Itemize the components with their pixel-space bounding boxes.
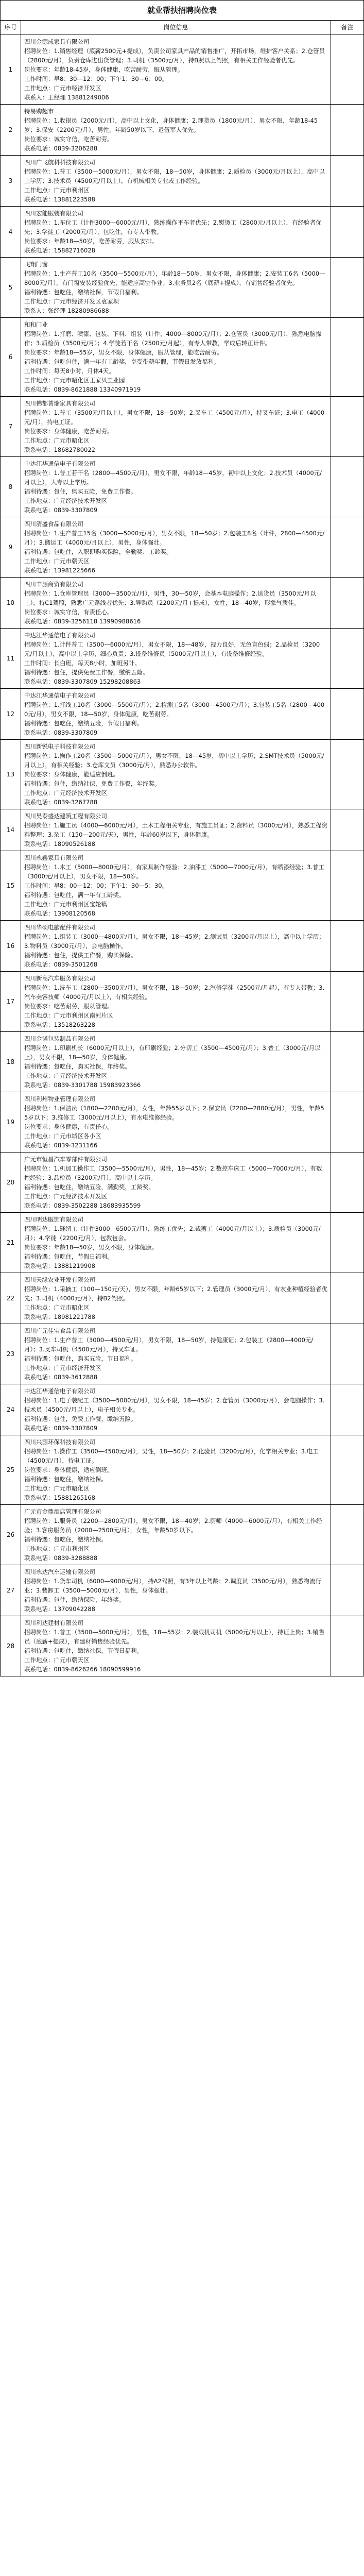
row-info [21,1324,331,1384]
job-details: 招聘岗位：1.普工（3500—5000元/月），男女不限，18—50岁，身体健康；2.质检员（3000元/月以上），高中以上学历；3.技术员（4500元/月以上），有机械相关专业或工作经验。 工作地点：广元市利州区 联系电话：13881223588 [24,168,325,203]
company-name: 四川广元佳宝食品有限公司 [24,1327,95,1334]
job-details: 招聘岗位：1.保洁员（1800—2200元/月），女性，年龄55岁以下；2.保安员（2200—2800元/月），男性，年龄55岁以下；3.维修工（3000元/月以上），有水电维修经验。 岗位要求：身体健康，有责任心。 工作地点：广元市城区各小区 联系电话：0839-3231166 [24,1105,324,1149]
row-info [21,1384,331,1435]
table-row [1,972,364,1032]
job-details: 招聘岗位：1.仓库管理员（3000—3500元/月），男性，30—50岁，会基本电脑操作；2.送货员（3500元/月以上），持C1驾照，熟悉广元路线者优先；3.导购员（2200元/月+提成），女性，18—40岁，形象气质佳。 岗位要求：诚实守信，有责任心。 联系电话：0839-3256118 13990988616 [24,590,316,625]
table-row [1,578,364,629]
row-seq: 23 [1,1324,21,1384]
row-note [331,1213,364,1273]
company-name: 四川利达建材有限公司 [24,1619,83,1626]
row-info [21,517,331,578]
company-name: 中达江华通信电子有限公司 [24,632,95,639]
job-details: 招聘岗位：1.服务员（2200—2800元/月），男女不限，18—40岁；2.厨师（4000—6000元/月），有相关工作经验；3.客房服务员（2000—2500元/月），女性，年龄50岁以下。 福利待遇：包吃住，缴纳社保。 工作地点：广元市利州区 联系电话：0839-3288888 [24,1517,322,1562]
table-row [1,1505,364,1565]
company-name: 四川天缘农业开发有限公司 [24,1276,95,1283]
table-row [1,105,364,156]
job-details: 招聘岗位：1.收银员（2000元/月），高中以上文化，身体健康；2.理货员（1800元/月），男女不限，年龄18-45岁；3.保安（2200元/月），男性，年龄50岁以下，退伍军人优先。 岗位要求：诚实守信，吃苦耐劳。 联系电话：0839-3206288 [24,117,318,152]
row-seq: 18 [1,1032,21,1092]
job-table [0,20,364,1676]
row-seq: 8 [1,457,21,517]
header-seq: 序号 [1,21,21,35]
table-row [1,740,364,809]
job-details: 招聘岗位：1.缝纫工（计件3000—6500元/月），熟练工优先；2.裁剪工（4000元/月以上）；3.质检员（3000元/月）；4.学徒（2200元/月），包教包会。 岗位要求：年龄18—50岁，男女不限，身体健康。 福利待遇：包吃住，节假日福利。 联系电话：13881219908 [24,1225,321,1269]
row-seq: 15 [1,851,21,921]
row-seq: 16 [1,921,21,972]
table-row [1,156,364,207]
row-note [331,578,364,629]
row-note [331,457,364,517]
row-note [331,1435,364,1505]
row-note [331,517,364,578]
table-row [1,809,364,851]
company-name: 四川佛都普瑞家具有限公司 [24,400,95,407]
row-seq: 20 [1,1153,21,1213]
table-row [1,1213,364,1273]
company-name: 四川兴源环保科技有限公司 [24,1438,95,1446]
job-details: 招聘岗位：1.木工（5000—8000元/月），有家具制作经验；2.油漆工（5000—7000元/月），有喷漆经验；3.普工（3000元/月以上），男女不限，18—50岁。 工作时间：早8：00—12：00；下午1：30—5：30。 福利待遇：包吃住，满一年有工龄奖。 工作地点：广元市利州区宝轮镇 联系电话：13908120568 [24,863,325,917]
table-row [1,1092,364,1153]
row-note [331,1505,364,1565]
row-note [331,921,364,972]
row-note [331,1565,364,1616]
job-details: 招聘岗位：1.采摘工（100—150元/天），男女不限，年龄65岁以下；2.管理员（3000元/月），有农业种植经验者优先；3.司机（4000元/月），持B2驾照。 工作地点：广元市昭化区 联系电话：18981221788 [24,1285,327,1320]
job-details: 招聘岗位：1.组装工（3000—4800元/月），男女不限，18—45岁；2.测试员（3200元/月以上），高中以上学历；3.物料员（3000元/月），会电脑操作。 福利待遇：包住，提供工作餐，购买保险。 联系电话：0839-3501268 [24,933,325,968]
row-note [331,105,364,156]
company-name: 四川清盛食品有限公司 [24,520,83,528]
table-row [1,258,364,318]
row-info [21,156,331,207]
row-seq: 9 [1,517,21,578]
row-seq: 14 [1,809,21,851]
row-info [21,629,331,689]
row-seq: 19 [1,1092,21,1153]
table-row [1,851,364,921]
job-details: 招聘岗位：1.车位工（计件3000—6000元/月），熟练操作平车者优先；2.熨烫工（2800元/月以上），有经验者优先；3.学徒工（2000元/月），包吃住，有专人带教。 岗位要求：年龄18—50岁，吃苦耐劳，服从安排。 联系电话：15882716028 [24,219,322,254]
company-name: 中达江华通信电子有限公司 [24,1387,95,1395]
row-info [21,1213,331,1273]
job-details: 招聘岗位：1.打磨、喷漆、包装、下料、组装（计件，4000—8000元/月）；2.仓管员（3000元/月），熟悉电脑操作；3.质检员（3500元/月）；4.学徒若干名（2500元/月起），有专人带教，学成后转正计件。 岗位要求：年龄18—55岁，男女不限，身体健康，服从管理，能吃苦耐劳。 福利待遇：包吃包住，满一年有工龄奖，享受带薪年假，节假日发放福利。 工作时间：每天8小时，月休4天。 工作地点：广元市昭化区王家贝工业园 联系电话：0839-8621888 13340971919 [24,330,322,393]
job-details: 招聘岗位：1.普工若干名（2800—4500元/月），男女不限，年龄18—45岁，初中以上文化；2.技术员（4000元/月以上），大专以上学历。 福利待遇：包住，购买五险，免费工作餐。 工作地点：广元经济技术开发区 联系电话：0839-3307809 [24,469,322,514]
company-name: 四川新锐电子科技有限公司 [24,743,95,750]
table-row [1,1273,364,1324]
row-note [331,1092,364,1153]
row-info [21,851,331,921]
row-note [331,35,364,105]
table-body [1,35,364,1676]
company-name: 四川广飞航科科技有限公司 [24,159,95,166]
company-name: 四川利州物业管理有限公司 [24,1095,95,1103]
row-info [21,809,331,851]
table-row [1,207,364,258]
row-note [331,258,364,318]
table-row [1,1384,364,1435]
company-name: 和和门业 [24,321,48,328]
table-row [1,318,364,397]
row-note [331,851,364,921]
row-note [331,1032,364,1092]
job-details: 招聘岗位：1.机加工操作工（3500—5500元/月），男性，18—45岁；2.数控车床工（5000—7000元/月），有数控经验；3.品检员（3200元/月），高中以上学历。 福利待遇：包吃住，缴纳五险，满勤奖，工龄奖。 工作地点：广元经济技术开发区 联系电话：0839-3502288 18683935599 [24,1165,322,1209]
company-name: 四川华硕电脑配件有限公司 [24,924,95,931]
row-note [331,156,364,207]
row-info [21,105,331,156]
company-name: 中达江华通信电子有限公司 [24,692,95,699]
table-header-row [1,21,364,35]
table-row [1,1435,364,1505]
table-row [1,689,364,740]
row-info [21,578,331,629]
job-details: 招聘岗位：1.电子装配工（3500—5000元/月），男女不限，18—45岁；2.仓管员（3000元/月），会电脑操作；3.技术员（4500元/月以上），电子相关专业。 福利待遇：包住，免费工作餐，缴纳五险。 联系电话：0839-3307809 [24,1397,325,1432]
row-seq: 6 [1,318,21,397]
row-seq: 10 [1,578,21,629]
company-name: 中达江华通信电子有限公司 [24,460,95,467]
company-name: 四川永达汽车运输有限公司 [24,1568,95,1575]
company-name: 飞翔门窗 [24,261,48,268]
row-note [331,629,364,689]
job-details: 招聘岗位：1.洗车工（2800—3500元/月），男女不限，18—50岁；2.汽修学徒（2500元/月起），有专人带教；3.汽车美容技师（4000元/月以上），有相关经验。 岗位要求：吃苦耐劳，服从管理。 工作地点：广元市利州区南河片区 联系电话：13518263228 [24,984,325,1028]
table-row [1,1616,364,1676]
row-seq: 24 [1,1384,21,1435]
company-name: 四川永鑫家具有限公司 [24,854,83,861]
row-info [21,1092,331,1153]
row-seq: 7 [1,397,21,457]
row-info [21,1435,331,1505]
job-details: 招聘岗位：1.销售经理（底薪2500元+提成），负责公司家具产品的销售推广，开拓市场，维护客户关系；2.仓管员（2800元/月），负责仓库进出货管理；3.司机（3500元/月），持B照以上驾照，有相关工作经验者优先。 岗位要求：年龄18-45岁，身体健康，吃苦耐劳，服从管理。 工作时间：早8：30—12：00；下午1：30—6：00。 工作地点：广元市经济开发区 联系人：王经理 13881249006 [24,47,325,101]
row-seq: 3 [1,156,21,207]
row-info [21,457,331,517]
job-details: 招聘岗位：1.生产普工（3000—4500元/月），男女不限，18—50岁，持健康证；2.包装工（2800—4000元/月）；3.叉车司机（4500元/月），持叉车证。 福利待遇：包吃住，购买五险，节日福利。 工作地点：广元市经济开发区 联系电话：0839-3612888 [24,1336,314,1381]
row-seq: 13 [1,740,21,809]
row-info [21,1505,331,1565]
row-info [21,740,331,809]
job-details: 招聘岗位：1.施工员（4000—6000元/月），土木工程相关专业，有施工员证；2.资料员（3000元/月），熟悉工程资料整理；3.杂工（150—200元/天），男性，年龄60岁以下，身体健康。 联系电话：18090526188 [24,822,327,848]
row-seq: 2 [1,105,21,156]
row-note [331,972,364,1032]
row-info [21,397,331,457]
company-name: 四川昊泰盛达建筑工程有限公司 [24,812,107,820]
table-row [1,457,364,517]
row-seq: 26 [1,1505,21,1565]
header-note: 备注 [331,21,364,35]
company-name: 广元市恒昌汽车零部件有限公司 [24,1156,107,1163]
company-name: 四川金源成家具有限公司 [24,38,90,45]
table-row [1,629,364,689]
document-title: 就业帮扶招聘岗位表 [0,1,364,20]
table-row [1,1032,364,1092]
row-note [331,1384,364,1435]
table-row [1,517,364,578]
row-note [331,1153,364,1213]
row-info [21,1616,331,1676]
job-details: 招聘岗位：1.货车司机（6000—9000元/月），持A2驾照，有3年以上驾龄；2.调度员（3500元/月），熟悉物流行业；3.装卸工（3500—5000元/月），男性，身体强壮。 福利待遇：包住，缴纳保险，年终奖。 联系电话：13709042288 [24,1578,321,1613]
company-name: 广元市金鼎酒店管理有限公司 [24,1508,101,1515]
job-details: 招聘岗位：1.普工（3500元/月以上），男女不限，18—50岁；2.叉车工（4500元/月），持叉车证；3.电工（4000元/月），持电工证。 岗位要求：身体健康，吃苦耐劳。 工作地点：广元市昭化区 联系电话：18682780022 [24,409,325,453]
row-info [21,258,331,318]
company-name: 四川金诺包装制品有限公司 [24,1035,95,1042]
company-name: 四川新高汽车服务有限公司 [24,975,95,982]
row-info [21,921,331,972]
row-note [331,740,364,809]
row-info [21,689,331,740]
table-row [1,1153,364,1213]
row-seq: 28 [1,1616,21,1676]
table-row [1,35,364,105]
row-seq: 5 [1,258,21,318]
company-name: 四川丰源商贸有限公司 [24,581,83,588]
row-seq: 27 [1,1565,21,1616]
job-details: 招聘岗位：1.普工（3500—5000元/月），男性，18—55岁；2.装载机司机（5000元/月以上），持证上岗；3.销售员（底薪+提成），有建材销售经验优先。 福利待遇：包吃住，缴纳社保，节假日福利。 工作地点：广元市朝天区 联系电话：0839-8626266 18090599916 [24,1629,325,1673]
row-note [331,1273,364,1324]
company-name: 四川宏能服装有限公司 [24,210,83,217]
header-info: 岗位信息 [21,21,331,35]
job-details: 招聘岗位：1.生产普工15名（3000—5000元/月），男女不限，18—50岁；2.包装工8名（计件，2800—4500元/月）；3.搬运工（4000元/月以上），男性，身体强壮。 福利待遇：包吃住，入职即购买保险，全勤奖、工龄奖。 工作地点：广元市朝天区 联系电话：13981225666 [24,530,325,574]
job-details: 招聘岗位：1.生产普工10名（3500—5500元/月），年龄18—50岁，男女不限，身体健康；2.安装工6名（5000—8000元/月），有门窗安装经验优先，能适应高空作业；3.业务员2名（底薪+提成），有销售经验者优先。 福利待遇：包吃住，缴纳社保，节假日福利。 工作地点：广元市经济开发区袁家坝 联系人：张经理 18280986688 [24,270,325,314]
row-info [21,1273,331,1324]
row-seq: 4 [1,207,21,258]
job-details: 招聘岗位：1.操作工（3500—4500元/月），男性，18—50岁；2.化验员（3200元/月），化学相关专业；3.电工（4500元/月），持电工证。 岗位要求：身体健康，适应倒班。 福利待遇：包吃住，缴纳社保。 工作地点：广元市昭化区 联系电话：15881265168 [24,1448,319,1501]
row-seq: 22 [1,1273,21,1324]
row-seq: 11 [1,629,21,689]
row-note [331,1324,364,1384]
table-row [1,1565,364,1616]
table-row [1,921,364,972]
job-details: 招聘岗位：1.打线工10名（3000—5500元/月）；2.检测工5名（3000—4500元/月）；3.包装工5名（2800—4000元/月），男女不限，18—50岁，身体健康，吃苦耐劳。 福利待遇：包吃住，缴纳五险，节假日福利。 联系电话：0839-3307809 [24,701,325,736]
row-note [331,689,364,740]
row-info [21,972,331,1032]
row-note [331,397,364,457]
table-row [1,397,364,457]
company-name: 特易购超市 [24,108,54,115]
row-seq: 12 [1,689,21,740]
row-info [21,207,331,258]
row-info [21,1565,331,1616]
job-details: 招聘岗位：1.印刷机长（6000元/月以上），有印刷经验；2.分切工（3500—4500元/月）；3.普工（3000元/月以上），男女不限，18—50岁，身体健康。 福利待遇：包吃住，购买社保，年终奖。 工作地点：广元经济技术开发区 联系电话：0839-3301788 15983923366 [24,1044,321,1089]
row-note [331,809,364,851]
job-details: 招聘岗位：1.计件普工（3500—6000元/月），男女不限，18—48岁，视力良好，无色盲色弱；2.品检员（3200元/月以上），高中以上学历，细心负责；3.设备维修员（5000元/月以上），有设备维修经验。 工作时间：长白班，每天8小时，加班另计。 福利待遇：包住，提供免费工作餐，缴纳五险。 联系电话：0839-3307809 15298208863 [24,641,320,685]
row-info [21,1032,331,1092]
row-seq: 1 [1,35,21,105]
row-note [331,207,364,258]
row-info [21,318,331,397]
row-seq: 21 [1,1213,21,1273]
row-note [331,1616,364,1676]
row-seq: 25 [1,1435,21,1505]
row-note [331,318,364,397]
row-seq: 17 [1,972,21,1032]
company-name: 四川明达服饰有限公司 [24,1216,83,1223]
job-details: 招聘岗位：1.操作工20名（3500—5000元/月），男女不限，18—45岁，初中以上学历；2.SMT技术员（5000元/月以上），有相关经验；3.仓库文员（3000元/月），熟悉办公软件。 岗位要求：身体健康，能适应倒班。 福利待遇：包住，缴纳社保，免费工作餐，年终奖。 工作地点：广元经济技术开发区 联系电话：0839-3267788 [24,752,324,806]
table-row [1,1324,364,1384]
row-info [21,1153,331,1213]
row-info [21,35,331,105]
